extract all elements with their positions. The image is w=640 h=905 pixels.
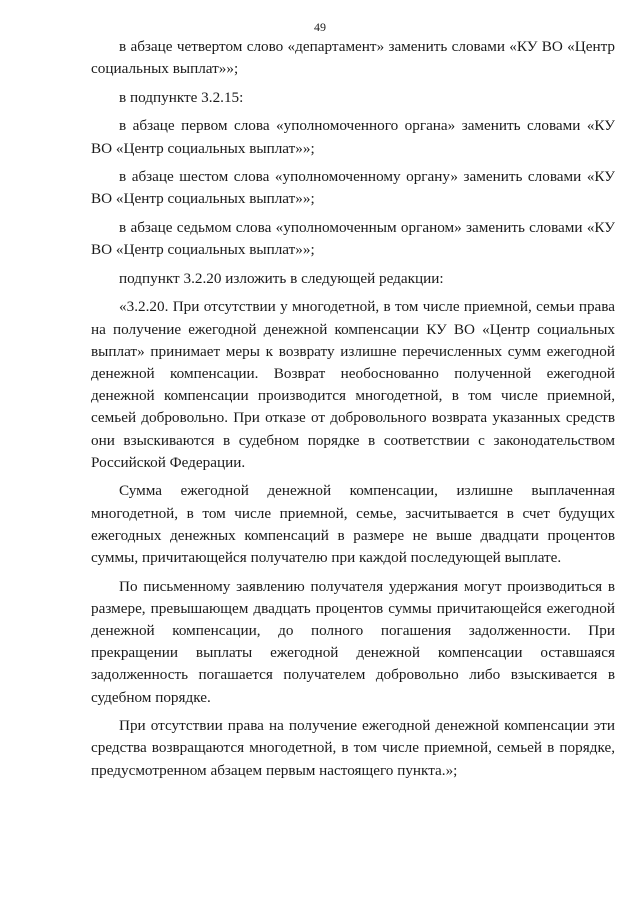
document-body — [91, 36, 615, 788]
paragraph-6: подпункт 3.2.20 изложить в следующей редакции: — [119, 269, 444, 287]
paragraph-4: в абзаце шестом слова «уполномоченному органу» заменить словами «КУ ВО «Центр социальных выплат»»; — [91, 168, 615, 208]
paragraph-7: «3.2.20. При отсутствии у многодетной, в том числе приемной, семьи права на получение ежегодной денежной компенсации КУ ВО «Центр социальных выплат» принимает меры к возврату излишне перечисленных сумм ежегодной денежной компенсации. Возврат необоснованно полученной ежегодной денежной компенсации производится многодетной, в том числе приемной, семьей добровольно. При отказе от добровольного возврата указанных средств они взыскиваются в судебном порядке в соответствии с законодательством Российской Федерации. — [91, 298, 615, 471]
paragraph-1: в абзаце четвертом слово «департамент» заменить словами «КУ ВО «Центр социальных выплат»»; — [91, 38, 615, 78]
paragraph-2: в подпункте 3.2.15: — [119, 88, 244, 106]
paragraph-8: Сумма ежегодной денежной компенсации, излишне выплаченная многодетной, в том числе приемной, семье, засчитывается в счет будущих ежегодных денежных компенсаций в размере не выше двадцати процентов суммы, причитающейся получателю при каждой последующей выплате. — [91, 482, 615, 566]
paragraph-5: в абзаце седьмом слова «уполномоченным органом» заменить словами «КУ ВО «Центр социальных выплат»»; — [91, 218, 615, 259]
paragraph-3: в абзаце первом слова «уполномоченного органа» заменить словами «КУ ВО «Центр социальных выплат»»; — [91, 117, 615, 157]
page-number: 49 — [314, 20, 326, 34]
paragraph-9: По письменному заявлению получателя удержания могут производиться в размере, превышающем двадцать процентов суммы причитающейся ежегодной денежной компенсации, до полного погашения задолженности. При прекращении выплаты ежегодной денежной компенсации оставшаяся задолженность погашается получателем добровольно либо взыскивается в судебном порядке. — [91, 577, 615, 706]
paragraph-10: При отсутствии права на получение ежегодной денежной компенсации эти средства возвращаются многодетной, в том числе приемной, семьей в порядке, предусмотренном абзацем первым настоящего пункта.»; — [91, 717, 615, 779]
